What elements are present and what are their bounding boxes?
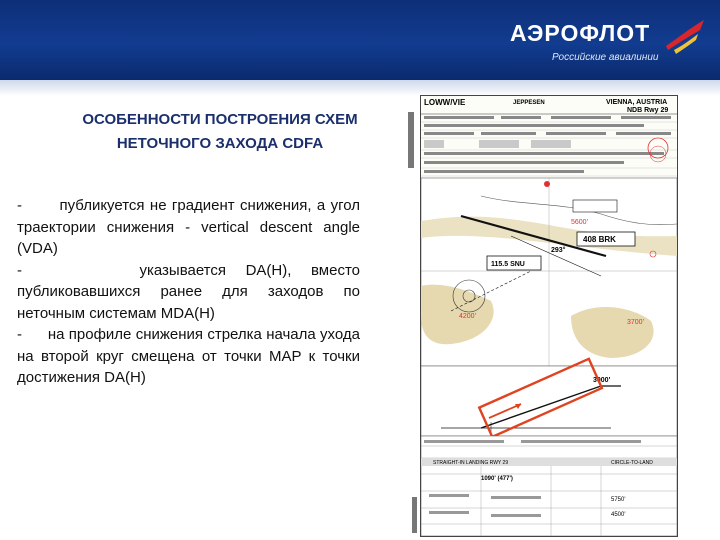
chart-publisher: JEPPESEN — [513, 100, 545, 106]
chart-city: VIENNA, AUSTRIA — [606, 99, 668, 106]
bullet-item-3: - на профиле снижения стрелка начала ухода на второй круг смещена от точки MAP к точки достижения DA(H) — [17, 326, 360, 386]
chart-section-header: STRAIGHT-IN LANDING RWY 29 — [433, 460, 509, 466]
chart-ndb-freq: 408 BRK — [583, 235, 616, 244]
logo-tagline: Российские авиалинии — [552, 52, 659, 63]
chart-circle-to-land: CIRCLE-TO-LAND — [611, 460, 653, 466]
chart-da-h: 1090' (477') — [481, 476, 513, 482]
chart-alt-4200: 4200' — [459, 313, 476, 320]
title-line-2: НЕТОЧНОГО ЗАХОДА CDFA — [116, 135, 324, 152]
chart-alt-4500: 4500' — [611, 512, 626, 518]
header-shadow-band — [0, 80, 720, 96]
chart-alt-5750: 5750' — [611, 497, 626, 503]
bullet-item-2: - указывается DA(H), вместо публиковавшихся ранее для заходов по неточным системам MDA(H) — [17, 261, 360, 322]
aeroflot-logo — [510, 14, 710, 74]
slide-title — [20, 108, 420, 156]
chart-course: 293° — [551, 247, 566, 254]
approach-chart-drawing — [421, 96, 677, 536]
chart-procedure: NDB Rwy 29 — [627, 107, 669, 114]
chart-margin-text-bottom — [410, 495, 420, 535]
chart-alt-5600: 5600' — [571, 219, 588, 226]
chart-airport-code: LOWW/VIE — [424, 98, 466, 107]
chart-alt-3000: 3000' — [593, 377, 611, 384]
bullet-item-1: - публикуется не градиент снижения, а угол траектории снижения - vertical descent angle (VDA) — [17, 197, 360, 257]
logo-wordmark: АЭРОФЛОТ — [510, 20, 651, 46]
approach-chart — [420, 95, 678, 537]
chart-vor-freq: 115.5 SNU — [491, 261, 525, 268]
header-bar — [0, 0, 720, 80]
bullet-list — [17, 195, 360, 389]
chart-alt-3700: 3700' — [627, 319, 644, 326]
title-line-1: ОСОБЕННОСТИ ПОСТРОЕНИЯ СХЕМ — [82, 111, 358, 128]
wing-icon — [660, 16, 708, 60]
chart-margin-text — [405, 110, 419, 170]
